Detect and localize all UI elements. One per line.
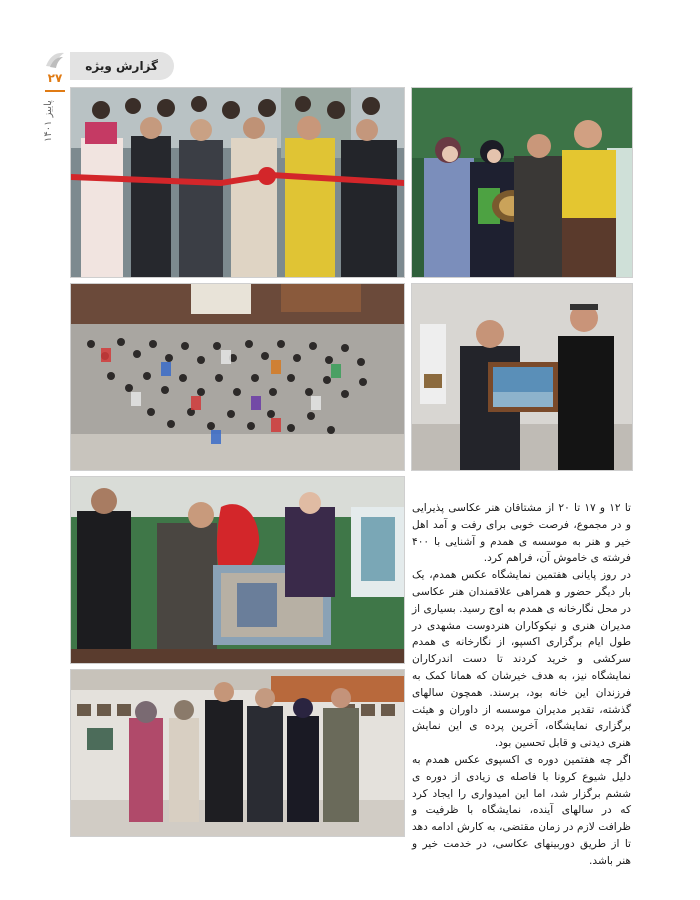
photo-exhibition-group (70, 669, 405, 837)
photo-award-presentation (411, 87, 633, 278)
magazine-logo-icon (44, 50, 66, 70)
article-paragraph: اگر چه هفتمین دوره ی اکسپوی عکس همدم به دلیل شیوع کرونا با فاصله ی زیادی از دوره ی ششم برگزار شد، اما این امیدواری را ایجاد کرد که در سالهای آینده، نمایشگاه با ظرفیت و ظرافت لازم در زمان مقتضی، به کارش ادامه دهد تا از طریق دوربینهای عکاسی، در خدمت خیر و هنر باشد. (412, 753, 631, 867)
article-body (412, 500, 631, 867)
accent-divider (45, 90, 65, 92)
photo-unveiling-ceremony (70, 476, 405, 664)
article-paragraph: تا ۱۲ و ۱۷ تا ۲۰ از مشتاقان هنر عکاسی پذیرایی و در مجموع، فرصت خوبی برای رفت و آمد اهل خیر و هنر به موسسه ی همدم و آشنایی با ۴۰۰ فرشته ی خاموش آن، فراهم کرد. (412, 502, 631, 565)
issue-date: پاییز ۱۴۰۱ (43, 100, 54, 142)
article-paragraph: در روز پایانی هفتمین نمایشگاه عکس همدم، یک بار دیگر حضور و همراهی علاقمندان هنر عکاسی در محل نگارخانه ی همدم به اوج رسید. بسیاری از مدیران هنری و نیکوکاران هنردوست مشهدی در طول ایام برگزاری اکسپو، از نگارخانه ی همدم سرکشی و خرید کردند تا دست اندرکاران نمایشگاه نیز، به هدف خیرشان که همانا کمک به فرزندان این خانه بود، برسند. همچون سالهای گذشته، تقدیر مدیران موسسه از داوران و هیئت برگزاری نمایشگاه، آخرین پرده ی این نمایش هنری دیدنی و قابل تحسین بود. (412, 569, 631, 750)
photo-ribbon-cutting (70, 87, 405, 278)
photo-framed-gift (411, 283, 633, 471)
section-title: گزارش ویژه (85, 59, 158, 73)
page-number: ۲۷ (47, 71, 63, 85)
photo-group-gathering (70, 283, 405, 471)
